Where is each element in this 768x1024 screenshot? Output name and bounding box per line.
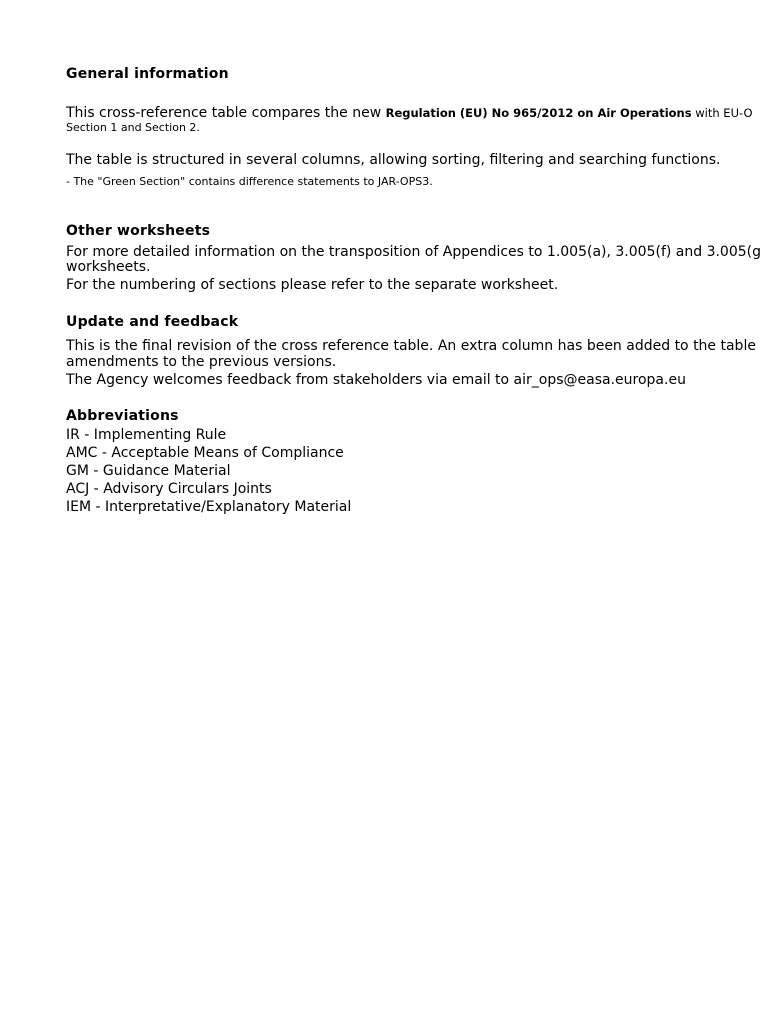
- other-worksheets-line-2: worksheets.: [66, 259, 151, 275]
- update-line-3: The Agency welcomes feedback from stakeholders via email to air_ops@easa.europa.eu: [66, 372, 686, 388]
- intro-line-2: Section 1 and Section 2.: [66, 121, 200, 134]
- abbreviation-item: GM - Guidance Material: [66, 463, 231, 479]
- green-section-note: - The "Green Section" contains difference statements to JAR-OPS3.: [66, 175, 433, 188]
- general-information-heading: General information: [66, 66, 229, 82]
- structure-text: The table is structured in several columns, allowing sorting, filtering and searching functions.: [66, 152, 721, 168]
- abbreviation-item: ACJ - Advisory Circulars Joints: [66, 481, 272, 497]
- update-line-2: amendments to the previous versions.: [66, 354, 337, 370]
- intro-line: [66, 104, 753, 122]
- abbreviation-item: AMC - Acceptable Means of Compliance: [66, 445, 344, 461]
- other-worksheets-line-1: For more detailed information on the transposition of Appendices to 1.005(a), 3.005(f) and 3.005(g: [66, 244, 761, 260]
- abbreviation-item: IR - Implementing Rule: [66, 427, 227, 443]
- intro-lead-text: This cross-reference table compares the new: [66, 105, 386, 121]
- other-worksheets-line-3: For the numbering of sections please refer to the separate worksheet.: [66, 277, 559, 293]
- other-worksheets-heading: Other worksheets: [66, 223, 211, 239]
- abbreviations-heading: Abbreviations: [66, 408, 179, 424]
- update-line-1: This is the final revision of the cross reference table. An extra column has been added to the table: [66, 338, 756, 354]
- update-feedback-heading: Update and feedback: [66, 314, 239, 330]
- regulation-reference: Regulation (EU) No 965/2012 on Air Operations: [385, 106, 692, 120]
- intro-tail-text: with EU-O: [691, 106, 753, 120]
- abbreviation-item: IEM - Interpretative/Explanatory Material: [66, 499, 352, 515]
